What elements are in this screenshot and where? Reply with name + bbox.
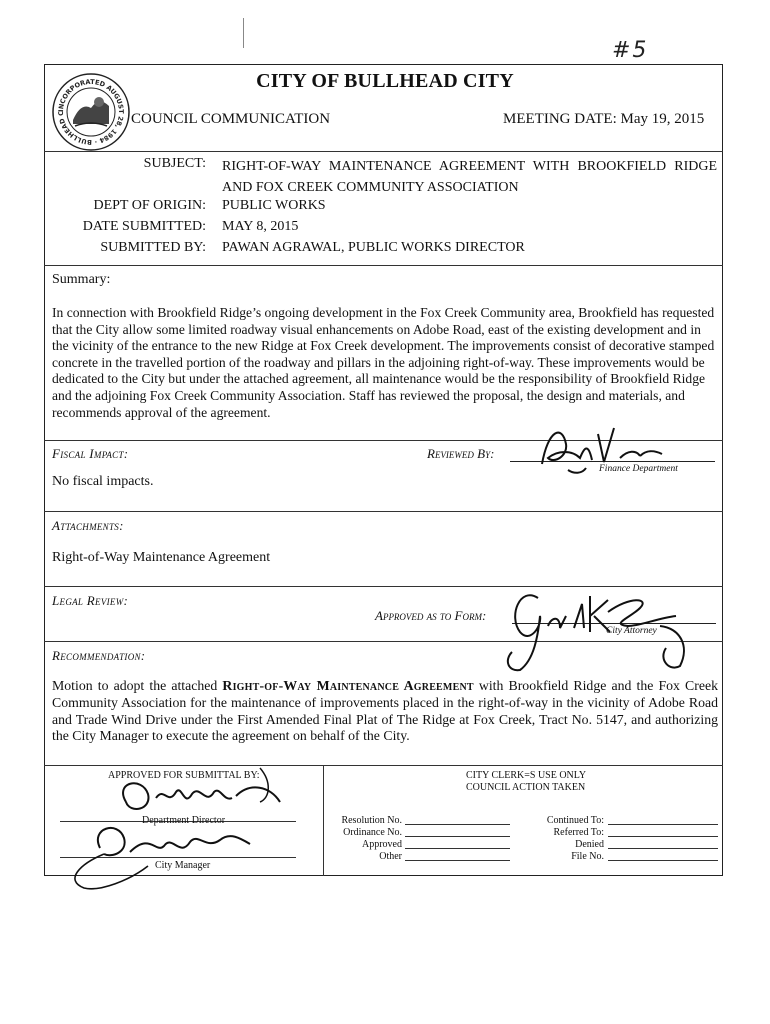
- info-divider: [44, 265, 723, 266]
- approved-as-to-form-label: Approved as to Form:: [375, 608, 487, 623]
- recommendation-text-start: Motion to adopt the attached: [52, 678, 223, 693]
- dept-label: DEPT OF ORIGIN:: [93, 198, 206, 213]
- recommendation-text: [52, 678, 718, 745]
- resolution-no-label: Resolution No.: [341, 815, 402, 826]
- submitted-by-label: SUBMITTED BY:: [100, 240, 206, 255]
- file-no-label: File No.: [571, 851, 604, 862]
- council-action-label: COUNCIL ACTION TAKEN: [466, 782, 586, 793]
- city-clerk-use-label: CITY CLERK=S USE ONLY: [466, 770, 587, 781]
- city-attorney-signature: [490, 576, 700, 676]
- other-field[interactable]: [405, 860, 510, 861]
- approved-for-submittal-label: APPROVED FOR SUBMITTAL BY:: [108, 770, 260, 781]
- subject-value: RIGHT-OF-WAY MAINTENANCE AGREEMENT WITH BROOKFIELD RIDGE AND FOX CREEK COMMUNITY ASSOCIATION: [222, 159, 717, 195]
- date-submitted-label: DATE SUBMITTED:: [82, 219, 206, 234]
- attachments-label: Attachments:: [52, 518, 124, 533]
- reviewed-by-label: Reviewed By:: [427, 446, 495, 461]
- ordinance-no-field[interactable]: [405, 836, 510, 837]
- fiscal-impact-label: Fiscal Impact:: [52, 446, 129, 461]
- page-title: CITY OF BULLHEAD CITY: [256, 70, 514, 92]
- continued-to-field[interactable]: [608, 824, 718, 825]
- header-divider: [44, 151, 723, 152]
- scan-mark: [243, 18, 244, 48]
- approved-field[interactable]: [405, 848, 510, 849]
- page-number: #5: [612, 38, 649, 63]
- city-attorney-caption: City Attorney: [606, 626, 657, 636]
- denied-label: Denied: [575, 839, 604, 850]
- agreement-title: Right-of-Way Maintenance Agreement: [222, 678, 474, 693]
- legal-review-label: Legal Review:: [52, 593, 129, 608]
- meeting-date: MEETING DATE: May 19, 2015: [503, 111, 705, 127]
- footer-signatures: [60, 762, 290, 892]
- denied-field[interactable]: [608, 848, 718, 849]
- referred-to-label: Referred To:: [553, 827, 604, 838]
- summary-text: In connection with Brookfield Ridge’s ongoing development in the Fox Creek Community area, Brookfield has requested that the City allow some limited roadway visual enhancements on Adobe Road, east of the existing development and in the vicinity of the entrance to the new Ridge at Fox Creek development. The improvements consist of decorative stamped concrete in the travelled portion of the roadway and pillars in the adjoining right-of-way. These improvements would be dedicated to the City but under the attached agreement, all maintenance would be the responsibility of Brookfield Ridge and the adjoining Fox Creek Community Association. Staff has reviewed the proposal, the design and materials, and recommends approval of the agreement.: [52, 305, 715, 420]
- recommendation-text-end: with Brookfield Ridge and the Fox Creek Community Association for the maintenance of improvements placed in the right-of-way in the vicinity of Adobe Road and Trade Wind Drive under the First Amended Final Plat of The Ridge at Fox Creek, Tract No. 5147, and authorizing the City Manager to execute the agreement on behalf of the City.: [52, 678, 718, 744]
- dept-value: PUBLIC WORKS: [222, 198, 326, 213]
- approved-label: Approved: [362, 839, 402, 850]
- other-label: Other: [379, 851, 402, 862]
- city-manager-caption: City Manager: [155, 860, 211, 871]
- summary-label: Summary:: [52, 272, 111, 287]
- recommendation-label: Recommendation:: [52, 648, 146, 663]
- council-communication-label: COUNCIL COMMUNICATION: [131, 111, 331, 127]
- continued-to-label: Continued To:: [546, 815, 604, 826]
- fiscal-divider: [44, 511, 723, 512]
- finance-signature: [528, 420, 688, 476]
- subject-label: SUBJECT:: [143, 156, 206, 171]
- submitted-by-value: PAWAN AGRAWAL, PUBLIC WORKS DIRECTOR: [222, 240, 525, 255]
- finance-department-caption: Finance Department: [599, 464, 678, 474]
- resolution-no-field[interactable]: [405, 824, 510, 825]
- file-no-field[interactable]: [608, 860, 718, 861]
- seal-text: INCORPORATED AUGUST 28, 1984 · BULLHEAD C: [56, 77, 126, 147]
- ordinance-no-label: Ordinance No.: [343, 827, 402, 838]
- dept-director-caption: Department Director: [142, 815, 226, 826]
- attachment-item: Right-of-Way Maintenance Agreement: [52, 550, 271, 565]
- footer-column-divider: [323, 765, 324, 876]
- fiscal-impact-text: No fiscal impacts.: [52, 474, 154, 489]
- date-submitted-value: MAY 8, 2015: [222, 219, 299, 234]
- referred-to-field[interactable]: [608, 836, 718, 837]
